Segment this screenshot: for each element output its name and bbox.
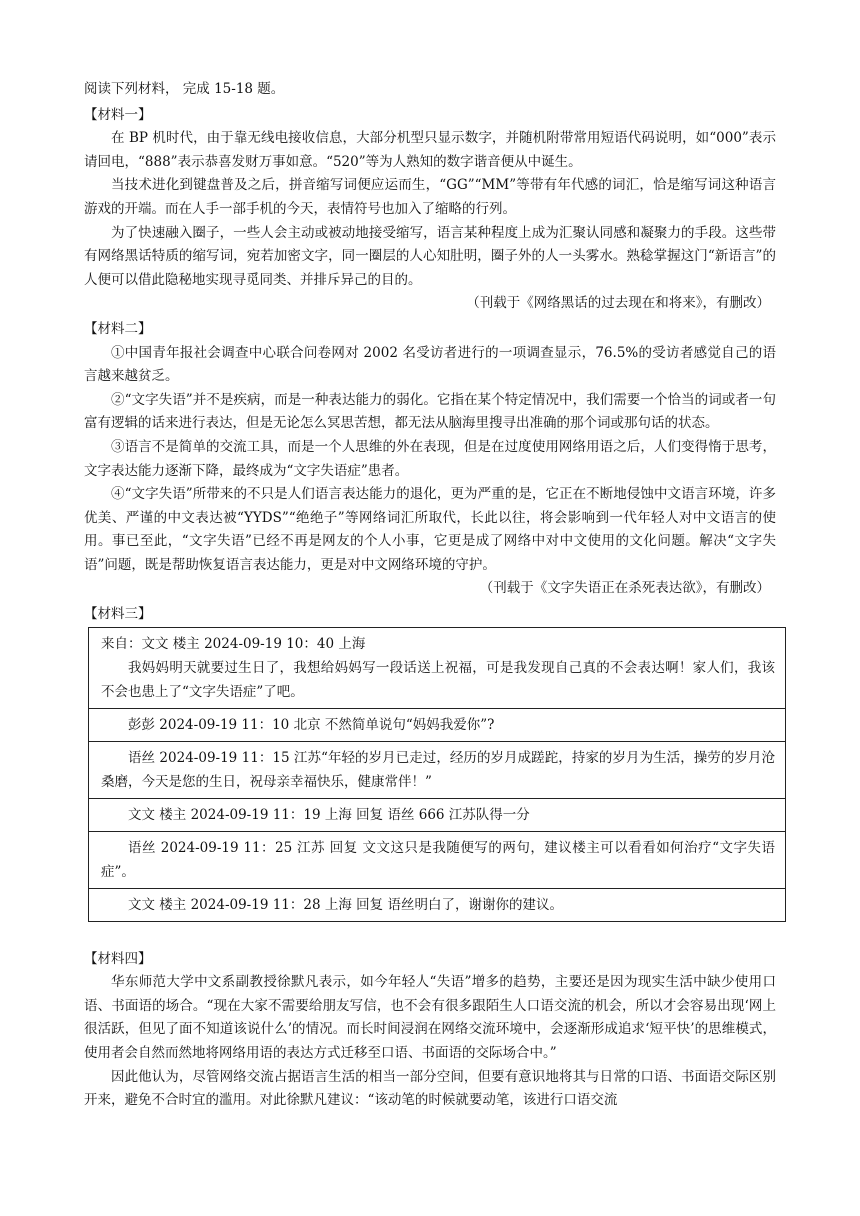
material-2-heading: 【材料二】 <box>84 320 152 337</box>
forum-post <box>89 628 785 709</box>
material-4-paragraph: 因此他认为，尽管网络交流占据语言生活的相当一部分空间，但要有意识地将其与日常的口语、书面语交际区别开来，避免不合时宜的滥用。对此徐默凡建议：“该动笔的时候就要动笔，该进行口语交流 <box>84 1068 776 1109</box>
material-1-heading: 【材料一】 <box>84 106 152 123</box>
material-1-paragraph: 在 BP 机时代，由于靠无线电接收信息，大部分机型只显示数字，并随机附带常用短语代码说明，如“000”表示请回电，“888”表示恭喜发财万事如意。“520”等为人熟知的数字谐音便从中诞生。 <box>84 130 776 170</box>
material-1-paragraph: 当技术进化到键盘普及之后，拼音缩写词便应运而生，“GG”“MM”等带有年代感的词汇，恰是缩写词这种语言游戏的开端。而在人手一部手机的今天，表情符号也加入了缩略的行列。 <box>84 177 776 217</box>
material-2-paragraph: ③语言不是简单的交流工具，而是一个人思维的外在表现，但是在过度使用网络用语之后，人们变得惰于思考，文字表达能力逐渐下降，最终成为“文字失语症”患者。 <box>84 438 776 479</box>
post-text: 语丝 2024-09-19 11：25 江苏 回复 文文这只是我随便写的两句，建议楼主可以看看如何治疗“文字失语症”。 <box>101 839 775 880</box>
forum-thread-box <box>88 627 786 922</box>
material-1-paragraph: 为了快速融入圈子，一些人会主动或被动地接受缩写，语言某种程度上成为汇聚认同感和凝聚力的手段。这些带有网络黑话特质的缩写词，宛若加密文字，同一圈层的人心知肚明，圈子外的人一头雾水。熟稔掌握这门“新语言”的人便可以借此隐秘地实现寻觅同类、并排斥异己的目的。 <box>84 224 776 288</box>
instruction: 阅读下列材料， 完成 15-18 题。 <box>84 81 285 97</box>
material-2-paragraph: ④“文字失语”所带来的不只是人们语言表达能力的退化，更为严重的是，它正在不断地侵蚀中文语言环境，许多优美、严谨的中文表达被“YYDS”“绝绝子”等网络词汇所取代，长此以往，将会影响到一代年轻人对中文语言的使用。事已至此，“文字失语”已经不再是网友的个人小事，它更是成了网络中对中文使用的文化问题。解决“文字失语”问题，既是帮助恢复语言表达能力，更是对中文网络环境的守护。 <box>84 486 776 573</box>
material-4-heading: 【材料四】 <box>84 950 152 967</box>
forum-post <box>89 709 785 742</box>
material-4-paragraph: 华东师范大学中文系副教授徐默凡表示，如今年轻人“失语”增多的趋势，主要还是因为现实生活中缺少使用口语、书面语的场合。“现在大家不需要给朋友写信，也不会有很多跟陌生人口语交流的机会，所以才会容易出现‘网上很活跃，但见了面不知道该说什么’的情况。而长时间浸润在网络交流环境中，会逐渐形成追求‘短平快’的思维模式，使用者会自然而然地将网络用语的表达方式迁移至口语、书面语的交际场合中。” <box>84 974 776 1062</box>
post-text: 我妈妈明天就要过生日了，我想给妈妈写一段话送上祝福，可是我发现自己真的不会表达啊！家人们，我该不会也患上了“文字失语症”了吧。 <box>101 659 775 700</box>
post-text: 文文 楼主 2024-09-19 11：19 上海 回复 语丝 666 江苏队得一分 <box>128 806 530 823</box>
post-text: 彭彭 2024-09-19 11：10 北京 不然简单说句“妈妈我爱你”? <box>128 716 495 733</box>
post-text: 文文 楼主 2024-09-19 11：28 上海 回复 语丝明白了，谢谢你的建议。 <box>128 896 563 913</box>
post-meta: 来自：文文 楼主 2024-09-19 10：40 上海 <box>101 635 366 652</box>
material-2-source: （刊载于《文字失语正在杀死表达欲》，有删改） <box>479 580 770 597</box>
post-text: 语丝 2024-09-19 11：15 江苏“年轻的岁月已走过，经历的岁月成蹉跎，持家的岁月为生活，操劳的岁月沧桑磨，今天是您的生日，祝母亲幸福快乐，健康常伴！” <box>101 749 775 790</box>
material-1-source: （刊载于《网络黑话的过去现在和将来》，有删改） <box>466 295 770 312</box>
material-2-paragraph: ①中国青年报社会调查中心联合问卷网对 2002 名受访者进行的一项调查显示，76.5%的受访者感觉自己的语言越来越贫乏。 <box>84 344 776 385</box>
forum-post <box>89 742 785 799</box>
forum-post <box>89 832 785 889</box>
material-2-paragraph: ②“文字失语”并不是疾病，而是一种表达能力的弱化。它指在某个特定情况中，我们需要一个恰当的词或者一句富有逻辑的话来进行表达，但是无论怎么冥思苦想，都无法从脑海里搜寻出准确的那个词或那句话的状态。 <box>84 391 776 432</box>
forum-post <box>89 889 785 921</box>
forum-post <box>89 799 785 832</box>
material-3-heading: 【材料三】 <box>84 606 152 623</box>
